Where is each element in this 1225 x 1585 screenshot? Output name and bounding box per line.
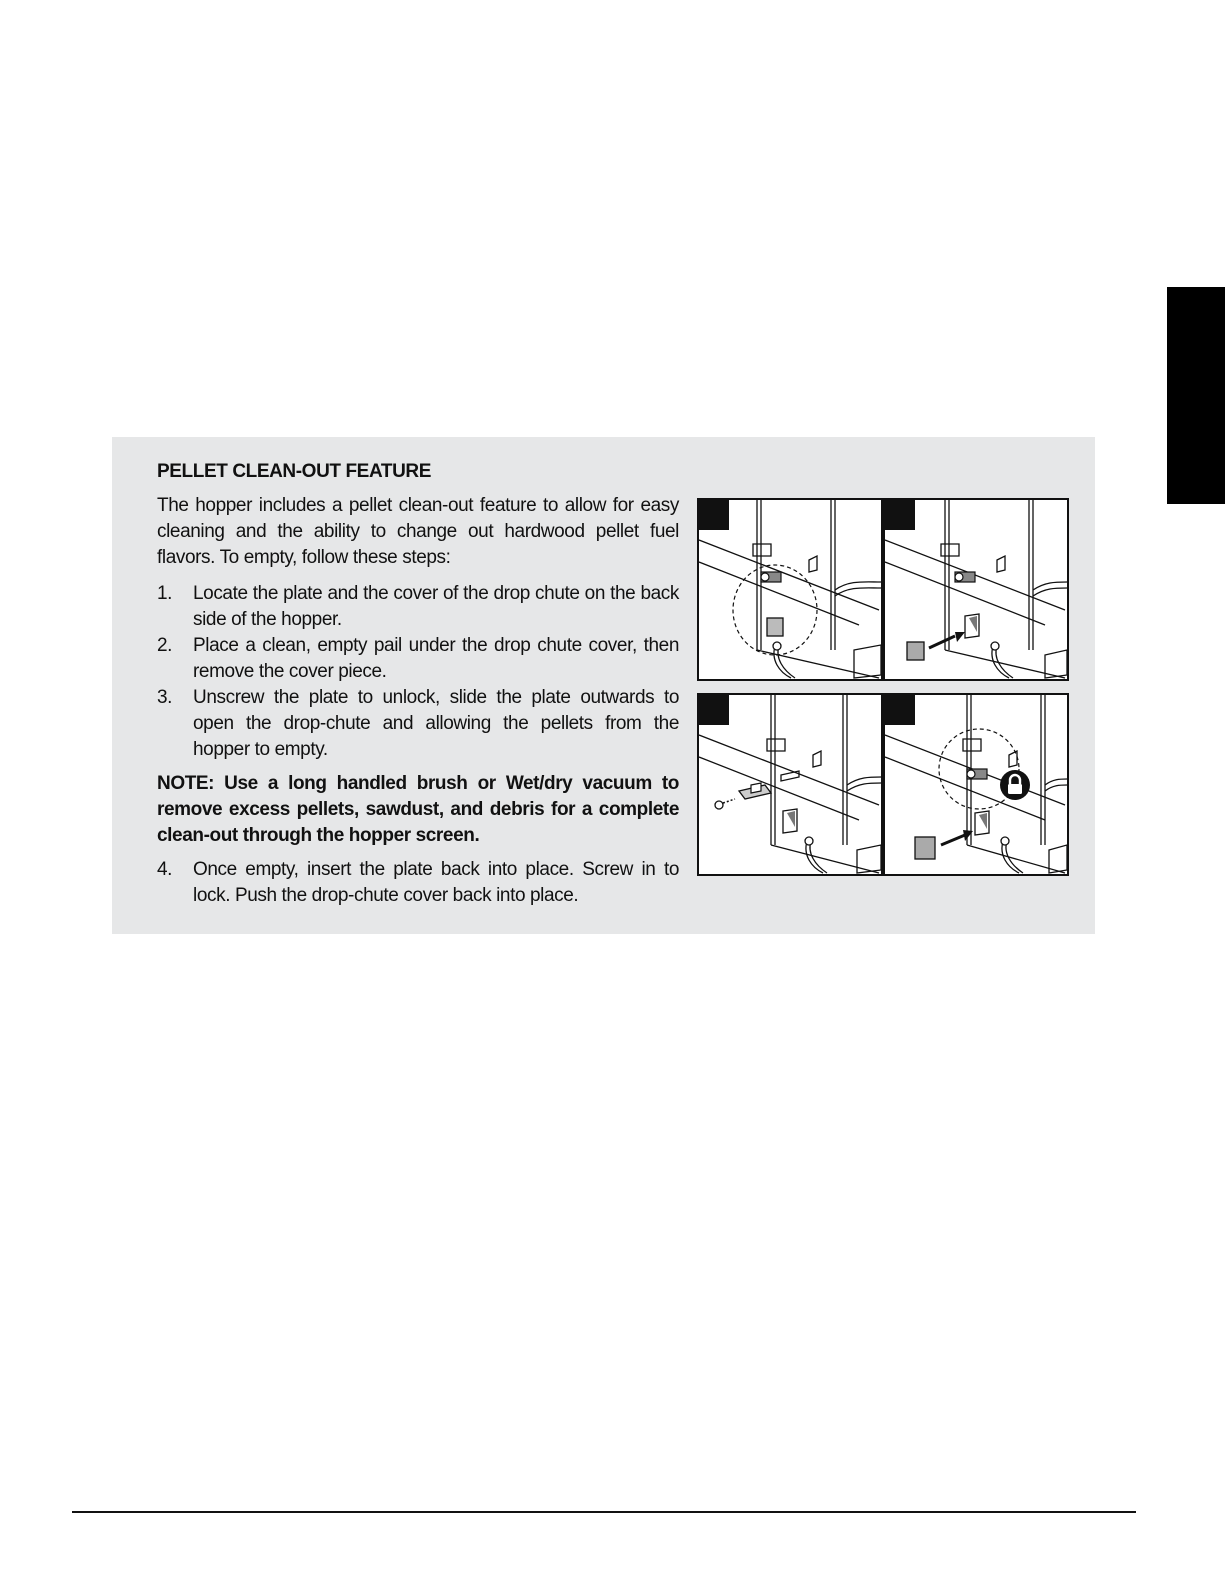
- step-item: [157, 581, 679, 633]
- step-badge: [699, 500, 729, 530]
- step-badge: [885, 695, 915, 725]
- step-text: Once empty, insert the plate back into place. Screw in to lock. Push the drop-chute cover back into place.: [193, 859, 679, 906]
- step-badge: [885, 500, 915, 530]
- figure-locate: [697, 498, 883, 681]
- step-item: [157, 685, 679, 763]
- step-item: [157, 633, 679, 685]
- step-text: Unscrew the plate to unlock, slide the plate outwards to open the drop-chute and allowing the pellets from the hopper to empty.: [193, 687, 679, 760]
- clean-out-panel: [112, 437, 1095, 934]
- figure-unscrew-plate: [697, 693, 883, 876]
- step-badge: [699, 695, 729, 725]
- instructions-column: [157, 459, 679, 909]
- step-text: Place a clean, empty pail under the drop chute cover, then remove the cover piece.: [193, 635, 679, 682]
- step-number: 2.: [157, 635, 173, 656]
- chapter-side-tab: [1167, 287, 1225, 504]
- step-number: 4.: [157, 859, 173, 880]
- step-item: [157, 857, 679, 909]
- step-number: 3.: [157, 687, 173, 708]
- intro-paragraph: The hopper includes a pellet clean-out feature to allow for easy cleaning and the ability to change out hardwood pellet fuel flavors. To empty, follow these steps:: [157, 495, 679, 568]
- note-paragraph: NOTE: Use a long handled brush or Wet/dry vacuum to remove excess pellets, sawdust, and debris for a complete clean-out through the hopper screen.: [157, 773, 679, 846]
- section-heading: PELLET CLEAN-OUT FEATURE: [157, 461, 431, 482]
- step-text: Locate the plate and the cover of the drop chute on the back side of the hopper.: [193, 583, 679, 630]
- figure-lock-plate: [883, 693, 1069, 876]
- illustration-grid: [697, 498, 1071, 878]
- footer-divider: [72, 1511, 1136, 1513]
- figure-remove-cover: [883, 498, 1069, 681]
- step-number: 1.: [157, 583, 173, 604]
